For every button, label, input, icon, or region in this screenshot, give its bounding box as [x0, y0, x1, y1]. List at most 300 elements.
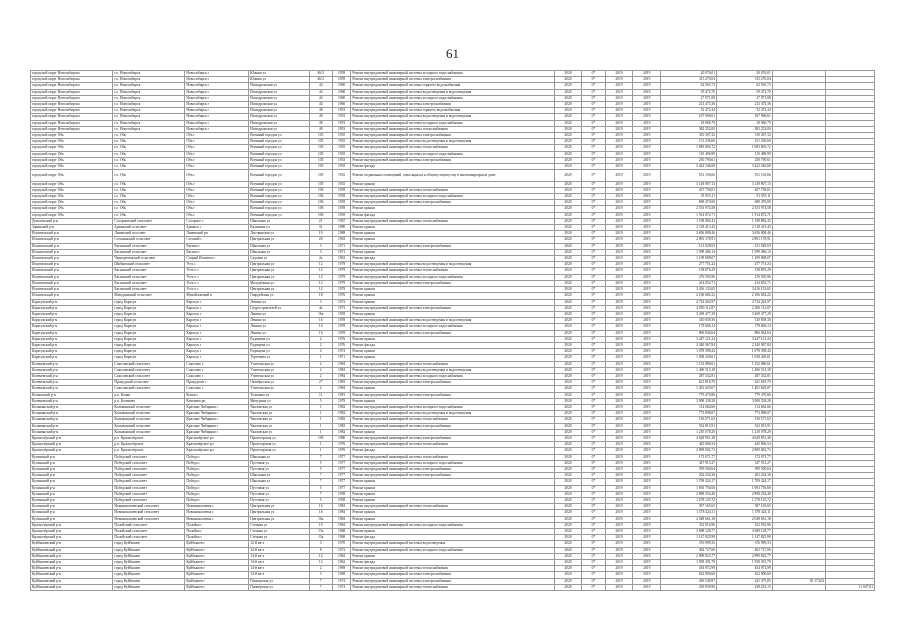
total-cost-cell: 3 908 338,28 — [661, 398, 717, 404]
flag-cell: 0* — [582, 108, 605, 114]
total-cost-cell: 110 496,99 — [661, 151, 717, 157]
end-year-cell: 2019 — [633, 212, 661, 218]
fund-cost-cell: 1 109 808,07 — [717, 256, 773, 262]
end-year-cell: 2019 — [633, 448, 661, 454]
work-type-cell: Ремонт фасада — [351, 212, 554, 218]
total-cost-cell: 250 790,61 — [661, 157, 717, 163]
year-built-cell: 1980 — [332, 225, 351, 231]
street-cell: Пионерская ул — [249, 584, 309, 590]
municipality-cell: Искитимский р-н — [31, 256, 113, 262]
locality-cell: Коченево рп — [185, 398, 249, 404]
flag-cell: 0* — [582, 373, 605, 379]
work-type-cell: Ремонт фасада — [351, 256, 554, 262]
start-year-cell: 2019 — [605, 404, 633, 410]
fund-cost-cell: 2 891 178,91 — [717, 237, 773, 243]
plan-year-cell: 2020 — [554, 187, 582, 193]
end-year-cell: 2019 — [633, 139, 661, 145]
end-year-cell: 2019 — [633, 237, 661, 243]
locality-cell: Куйбышев г — [185, 541, 249, 547]
work-type-cell: Ремонт крыши — [351, 181, 554, 187]
fund-cost-cell: 2 050 112,87 — [717, 305, 773, 311]
settlement-cell: Колыванский сельсовет — [113, 417, 185, 423]
plan-year-cell: 2020 — [554, 71, 582, 77]
settlement-cell: Чернореченский сельсовет — [113, 256, 185, 262]
plan-year-cell: 2020 — [554, 95, 582, 101]
start-year-cell: 2019 — [605, 274, 633, 280]
year-built-cell: 1935 — [332, 139, 351, 145]
work-type-cell: Ремонт внутридомовой инженерной системы холодного водоснабжения — [351, 324, 554, 330]
fund-cost-cell: 332 813,91 — [717, 423, 773, 429]
municipality-cell: Краснозёрский р-н — [31, 522, 113, 528]
fund-cost-cell: 454 972,99 — [717, 566, 773, 572]
municipality-cell: городской округ Новосибирска — [31, 120, 113, 126]
fund-cost-cell: 2 048 661,18 — [717, 516, 773, 522]
settlement-cell: г.о. Обь — [113, 206, 185, 212]
flag-cell: 0* — [582, 411, 605, 417]
settlement-cell: г.о. Обь — [113, 151, 185, 157]
flag-cell: 0* — [582, 287, 605, 293]
house-number-cell: 7 — [309, 584, 332, 590]
street-cell: Ипподромская ул — [249, 89, 309, 95]
total-cost-cell: 1 578 424,11 — [661, 510, 717, 516]
end-year-cell: 2019 — [633, 305, 661, 311]
locality-cell: Усть-о с — [185, 268, 249, 274]
end-year-cell: 2019 — [633, 429, 661, 435]
municipality-cell: Куйбышевский р-н — [31, 566, 113, 572]
total-cost-cell: 332 813,91 — [661, 423, 717, 429]
start-year-cell: 2019 — [605, 133, 633, 139]
work-type-cell: Ремонт внутридомовой инженерной системы электроснабжения — [351, 423, 554, 429]
total-cost-cell: 20 076,01 — [661, 71, 717, 77]
house-number-cell: 12 — [309, 262, 332, 268]
street-cell: Радищева ул — [249, 336, 309, 342]
end-year-cell: 2019 — [633, 120, 661, 126]
total-cost-cell: 3 269 477,29 — [661, 311, 717, 317]
house-number-cell: 105 — [309, 133, 332, 139]
flag-cell: 0* — [582, 516, 605, 522]
year-built-cell: 1984 — [332, 386, 351, 392]
locality-cell: Красные Чибиряки с — [185, 404, 249, 410]
street-cell: Мичурина ул — [249, 398, 309, 404]
street-cell: Ипподромская ул — [249, 102, 309, 108]
total-cost-cell: 779 470,86 — [661, 392, 717, 398]
fund-cost-cell: 2 340 967,84 — [717, 342, 773, 348]
settlement-cell: город Куйбышев — [113, 553, 185, 559]
fund-cost-cell: 250 790,61 — [717, 157, 773, 163]
plan-year-cell: 2020 — [554, 145, 582, 151]
municipality-cell: Искитимский р-н — [31, 243, 113, 249]
street-cell: Военный городок ул — [249, 151, 309, 157]
plan-year-cell: 2020 — [554, 114, 582, 120]
end-year-cell: 2019 — [633, 225, 661, 231]
year-built-cell: 1977 — [332, 473, 351, 479]
plan-year-cell: 2020 — [554, 133, 582, 139]
work-type-cell: Ремонт внутридомовой инженерной системы холодного водоснабжения — [351, 547, 554, 553]
house-number-cell: 12 — [309, 274, 332, 280]
flag-cell: 0* — [582, 535, 605, 541]
plan-year-cell: 2020 — [554, 249, 582, 255]
house-number-cell: 12 — [309, 268, 332, 274]
settlement-cell: г.о. Новосибирск — [113, 114, 185, 120]
municipality-cell: Коченевский р-н — [31, 373, 113, 379]
end-year-cell: 2019 — [633, 361, 661, 367]
year-built-cell: 1984 — [332, 510, 351, 516]
total-cost-cell: 3 149 807,13 — [661, 181, 717, 187]
total-cost-cell: 2 048 661,18 — [661, 516, 717, 522]
house-number-cell: 13а — [309, 529, 332, 535]
total-cost-cell: 310 838,30 — [661, 318, 717, 324]
house-number-cell: 1 — [309, 417, 332, 423]
locality-cell: Новосибирск г — [185, 108, 249, 114]
fund-cost-cell: 276 505,96 — [717, 274, 773, 280]
flag-cell: 0* — [582, 181, 605, 187]
total-cost-cell: 151 236,60 — [661, 139, 717, 145]
end-year-cell: 2019 — [633, 466, 661, 472]
year-built-cell: 1977 — [332, 454, 351, 460]
locality-cell: Усть-о с — [185, 287, 249, 293]
work-type-cell: Ремонт внутридомовой инженерной системы горячего водоснабжения — [351, 108, 554, 114]
budget-cost-cell — [772, 170, 825, 181]
start-year-cell: 2019 — [605, 485, 633, 491]
settlement-cell: р.п. Краснозёрское — [113, 435, 185, 441]
flag-cell: 0* — [582, 120, 605, 126]
house-number-cell: 13а — [309, 535, 332, 541]
end-year-cell: 2019 — [633, 194, 661, 200]
municipality-cell: Карасукский р-н — [31, 305, 113, 311]
municipality-cell: Искитимский р-н — [31, 274, 113, 280]
end-year-cell: 2019 — [633, 411, 661, 417]
municipality-cell: Куйбышевский р-н — [31, 560, 113, 566]
start-year-cell: 2019 — [605, 510, 633, 516]
flag-cell: 0* — [582, 139, 605, 145]
start-year-cell: 2019 — [605, 206, 633, 212]
municipality-cell: Купинский р-н — [31, 485, 113, 491]
street-cell: Чкаловская ул — [249, 404, 309, 410]
house-number-cell: 106 — [309, 187, 332, 193]
house-number-cell: 3 — [309, 249, 332, 255]
year-built-cell: 1959 — [332, 318, 351, 324]
municipality-cell: Купинский р-н — [31, 504, 113, 510]
house-number-cell: 105 — [309, 157, 332, 163]
street-cell: Чкаловская ул — [249, 423, 309, 429]
flag-cell: 0* — [582, 566, 605, 572]
start-year-cell: 2019 — [605, 460, 633, 466]
work-type-cell: Ремонт крыши — [351, 287, 554, 293]
year-built-cell: 1974 — [332, 349, 351, 355]
start-year-cell: 2019 — [605, 318, 633, 324]
street-cell: Пролетарская ул — [249, 435, 309, 441]
total-cost-cell: 91 055,11 — [661, 194, 717, 200]
plan-year-cell: 2020 — [554, 466, 582, 472]
start-year-cell: 2019 — [605, 231, 633, 237]
owner-cost-cell — [826, 170, 875, 181]
end-year-cell: 2019 — [633, 404, 661, 410]
work-type-cell: Ремонт внутридомовой инженерной системы холодного водоснабжения — [351, 522, 554, 528]
start-year-cell: 2019 — [605, 108, 633, 114]
year-built-cell: 1976 — [332, 342, 351, 348]
fund-cost-cell: 332 916,96 — [717, 522, 773, 528]
settlement-cell: Евсинский сельсовет — [113, 280, 185, 286]
locality-cell: Куйбышев г — [185, 584, 249, 590]
house-number-cell: 2 — [309, 386, 332, 392]
fund-cost-cell: 3 269 477,29 — [717, 311, 773, 317]
fund-cost-cell: 1 401 629,07 — [717, 386, 773, 392]
work-type-cell: Ремонт внутридомовой инженерной системы холодного водоснабжения — [351, 274, 554, 280]
work-type-cell: Ремонт внутридомовой инженерной системы теплоснабжения — [351, 454, 554, 460]
settlement-cell: Победский сельсовет — [113, 479, 185, 485]
plan-year-cell: 2020 — [554, 342, 582, 348]
work-type-cell: Ремонт внутридомовой инженерной системы теплоснабжения — [351, 145, 554, 151]
total-cost-cell: 2 118 413,43 — [661, 225, 717, 231]
settlement-cell: г.о. Обь — [113, 170, 185, 181]
locality-cell: Обь г — [185, 187, 249, 193]
locality-cell: Карасук г — [185, 355, 249, 361]
municipality-cell: Карасукский р-н — [31, 311, 113, 317]
plan-year-cell: 2020 — [554, 305, 582, 311]
start-year-cell: 2019 — [605, 349, 633, 355]
end-year-cell: 2019 — [633, 108, 661, 114]
street-cell: Пустовая ул — [249, 498, 309, 504]
street-cell: Чкаловская ул — [249, 429, 309, 435]
start-year-cell: 2019 — [605, 157, 633, 163]
plan-year-cell: 2020 — [554, 479, 582, 485]
plan-year-cell: 2020 — [554, 535, 582, 541]
locality-cell: Новосибирск г — [185, 102, 249, 108]
end-year-cell: 2019 — [633, 206, 661, 212]
work-type-cell: Ремонт крыши — [351, 398, 554, 404]
locality-cell: Карасук г — [185, 342, 249, 348]
municipality-cell: Краснозёрский р-н — [31, 535, 113, 541]
house-number-cell: 16а — [309, 311, 332, 317]
settlement-cell: город Куйбышев — [113, 572, 185, 578]
total-cost-cell: 158 876,29 — [661, 268, 717, 274]
municipality-cell: Доволенский р-н — [31, 218, 113, 224]
fund-cost-cell: 3 149 807,13 — [717, 181, 773, 187]
plan-year-cell: 2020 — [554, 404, 582, 410]
flag-cell: 0* — [582, 89, 605, 95]
start-year-cell: 2019 — [605, 535, 633, 541]
locality-cell: Обь г — [185, 170, 249, 181]
locality-cell: Обь г — [185, 139, 249, 145]
settlement-cell: Соколовский сельсовет — [113, 361, 185, 367]
flag-cell: 0* — [582, 454, 605, 460]
plan-year-cell: 2020 — [554, 102, 582, 108]
plan-year-cell: 2020 — [554, 448, 582, 454]
end-year-cell: 2019 — [633, 473, 661, 479]
year-built-cell: 1959 — [332, 330, 351, 336]
work-type-cell: Ремонт крыши — [351, 529, 554, 535]
start-year-cell: 2019 — [605, 442, 633, 448]
work-type-cell: Ремонт внутридомовой инженерной системы электроснабжения — [351, 133, 554, 139]
municipality-cell: Колыванский р-н — [31, 429, 113, 435]
year-built-cell: 1979 — [332, 287, 351, 293]
plan-year-cell: 2020 — [554, 237, 582, 243]
settlement-cell: город Куйбышев — [113, 578, 185, 584]
end-year-cell: 2019 — [633, 522, 661, 528]
flag-cell: 0* — [582, 77, 605, 83]
plan-year-cell: 2020 — [554, 417, 582, 423]
registry-table-wrapper — [30, 70, 875, 591]
street-cell: Ипподромская ул — [249, 120, 309, 126]
locality-cell: Карасук г — [185, 299, 249, 305]
municipality-cell: Коченевский р-н — [31, 386, 113, 392]
start-year-cell: 2019 — [605, 287, 633, 293]
total-cost-cell: 1 401 629,07 — [661, 386, 717, 392]
work-type-cell: Ремонт внутридомовой инженерной системы водоотведения и водоотведения — [351, 367, 554, 373]
year-built-cell: 1959 — [332, 324, 351, 330]
plan-year-cell: 2020 — [554, 498, 582, 504]
municipality-cell: Купинский р-н — [31, 466, 113, 472]
settlement-cell: Победский сельсовет — [113, 485, 185, 491]
locality-cell: Обь г — [185, 133, 249, 139]
settlement-cell: Здвинский сельсовет — [113, 225, 185, 231]
street-cell: Южная ул — [249, 71, 309, 77]
work-type-cell: Ремонт внутридомовой инженерной системы электроснабжения — [351, 466, 554, 472]
plan-year-cell: 2020 — [554, 256, 582, 262]
municipality-cell: городской округ Новосибирска — [31, 126, 113, 132]
plan-year-cell: 2020 — [554, 386, 582, 392]
locality-cell: Красные Чибиряки с — [185, 429, 249, 435]
flag-cell: 0* — [582, 293, 605, 299]
municipality-cell: Купинский р-н — [31, 454, 113, 460]
house-number-cell: 2 — [309, 373, 332, 379]
plan-year-cell: 2020 — [554, 225, 582, 231]
settlement-cell: Евсинский сельсовет — [113, 287, 185, 293]
house-number-cell: 3 — [309, 541, 332, 547]
locality-cell: Линевский рп — [185, 231, 249, 237]
plan-year-cell: 2020 — [554, 218, 582, 224]
year-built-cell: 1953 — [332, 120, 351, 126]
total-cost-cell: 698 470,00 — [661, 200, 717, 206]
street-cell: Калинина ул — [249, 225, 309, 231]
house-number-cell: 44 — [309, 102, 332, 108]
end-year-cell: 2019 — [633, 417, 661, 423]
fund-cost-cell: 62 565,73 — [717, 83, 773, 89]
municipality-cell: Коченевский р-н — [31, 380, 113, 386]
street-cell: 14-й кв-л — [249, 553, 309, 559]
work-type-cell: Ремонт крыши — [351, 355, 554, 361]
street-cell: Степная ул — [249, 529, 309, 535]
house-number-cell: 100 — [309, 435, 332, 441]
street-cell: Центральная ул — [249, 274, 309, 280]
fund-cost-cell: 167 968,61 — [717, 114, 773, 120]
year-built-cell: 1976 — [332, 336, 351, 342]
fund-cost-cell: 241 375,85 — [717, 578, 773, 584]
total-cost-cell: 1 693 756,66 — [661, 485, 717, 491]
street-cell: Военный городок ул — [249, 200, 309, 206]
locality-cell: Краснозёрское рп — [185, 448, 249, 454]
municipality-cell: городской округ Обь — [31, 181, 113, 187]
fund-cost-cell: 213 475,36 — [717, 102, 773, 108]
street-cell: Учительская ул — [249, 373, 309, 379]
total-cost-cell: 310 307,32 — [661, 133, 717, 139]
year-built-cell: 1960 — [332, 83, 351, 89]
start-year-cell: 2019 — [605, 181, 633, 187]
municipality-cell: Краснозёрский р-н — [31, 448, 113, 454]
house-number-cell: 48 — [309, 114, 332, 120]
year-built-cell: 1960 — [332, 95, 351, 101]
fund-cost-cell: 3 247 121,24 — [717, 336, 773, 342]
total-cost-cell: 397 165,65 — [661, 504, 717, 510]
end-year-cell: 2019 — [633, 541, 661, 547]
settlement-cell: Колыванский сельсовет — [113, 404, 185, 410]
end-year-cell: 2019 — [633, 102, 661, 108]
total-cost-cell: 806 944,64 — [661, 330, 717, 336]
street-cell: Радищева ул — [249, 349, 309, 355]
municipality-cell: Купинский р-н — [31, 510, 113, 516]
fund-cost-cell: 1 578 125,72 — [717, 498, 773, 504]
settlement-cell: Евсинский сельсовет — [113, 268, 185, 274]
year-built-cell: 1983 — [332, 380, 351, 386]
house-number-cell: 12 — [309, 280, 332, 286]
settlement-cell: г.о. Новосибирск — [113, 126, 185, 132]
municipality-cell: Искитимский р-н — [31, 268, 113, 274]
work-type-cell: Ремонт крыши — [351, 206, 554, 212]
municipality-cell: Искитимский р-н — [31, 280, 113, 286]
locality-cell: Карасук г — [185, 318, 249, 324]
flag-cell: 0* — [582, 268, 605, 274]
locality-cell: Обь г — [185, 151, 249, 157]
total-cost-cell: 1 078 398,44 — [661, 349, 717, 355]
house-number-cell: 105 — [309, 145, 332, 151]
house-number-cell: 19 — [309, 231, 332, 237]
street-cell: Степная ул — [249, 535, 309, 541]
street-cell: Пустовая ул — [249, 485, 309, 491]
work-type-cell: Ремонт внутридомовой инженерной системы теплоснабжения — [351, 504, 554, 510]
settlement-cell: город Карасук — [113, 318, 185, 324]
locality-cell: Победа с — [185, 460, 249, 466]
locality-cell: Полойка с — [185, 529, 249, 535]
plan-year-cell: 2020 — [554, 206, 582, 212]
year-built-cell: 1971 — [332, 355, 351, 361]
start-year-cell: 2019 — [605, 280, 633, 286]
street-cell: Центральная ул — [249, 510, 309, 516]
locality-cell: Новониколаевка с — [185, 516, 249, 522]
total-cost-cell: 1 038 430,61 — [661, 355, 717, 361]
locality-cell: Полойка с — [185, 522, 249, 528]
end-year-cell: 2019 — [633, 355, 661, 361]
start-year-cell: 2019 — [605, 170, 633, 181]
municipality-cell: Купинский р-н — [31, 473, 113, 479]
end-year-cell: 2019 — [633, 293, 661, 299]
budget-cost-cell — [772, 584, 825, 590]
municipality-cell: Куйбышевский р-н — [31, 578, 113, 584]
work-type-cell: Ремонт внутридомовой инженерной системы теплоснабжения — [351, 218, 554, 224]
house-number-cell: 48 — [309, 120, 332, 126]
fund-cost-cell: 347 913,27 — [717, 460, 773, 466]
street-cell: Ипподромская ул — [249, 108, 309, 114]
end-year-cell: 2019 — [633, 151, 661, 157]
locality-cell: Карасук г — [185, 336, 249, 342]
start-year-cell: 2019 — [605, 584, 633, 590]
house-number-cell: 5 — [309, 398, 332, 404]
street-cell: Школьная ул — [249, 473, 309, 479]
start-year-cell: 2019 — [605, 411, 633, 417]
year-built-cell: 1958 — [332, 498, 351, 504]
year-built-cell: 1935 — [332, 164, 351, 170]
total-cost-cell: 121 028,03 — [661, 243, 717, 249]
fund-cost-cell: 310 307,32 — [717, 133, 773, 139]
year-built-cell: 1977 — [332, 479, 351, 485]
street-cell: Учительская ул — [249, 386, 309, 392]
settlement-cell: г.о. Обь — [113, 212, 185, 218]
total-cost-cell: 18 066,79 — [661, 120, 717, 126]
total-cost-cell: 1 109 808,07 — [661, 256, 717, 262]
plan-year-cell: 2020 — [554, 454, 582, 460]
house-number-cell: 12 — [309, 560, 332, 566]
end-year-cell: 2019 — [633, 336, 661, 342]
flag-cell: 0* — [582, 126, 605, 132]
